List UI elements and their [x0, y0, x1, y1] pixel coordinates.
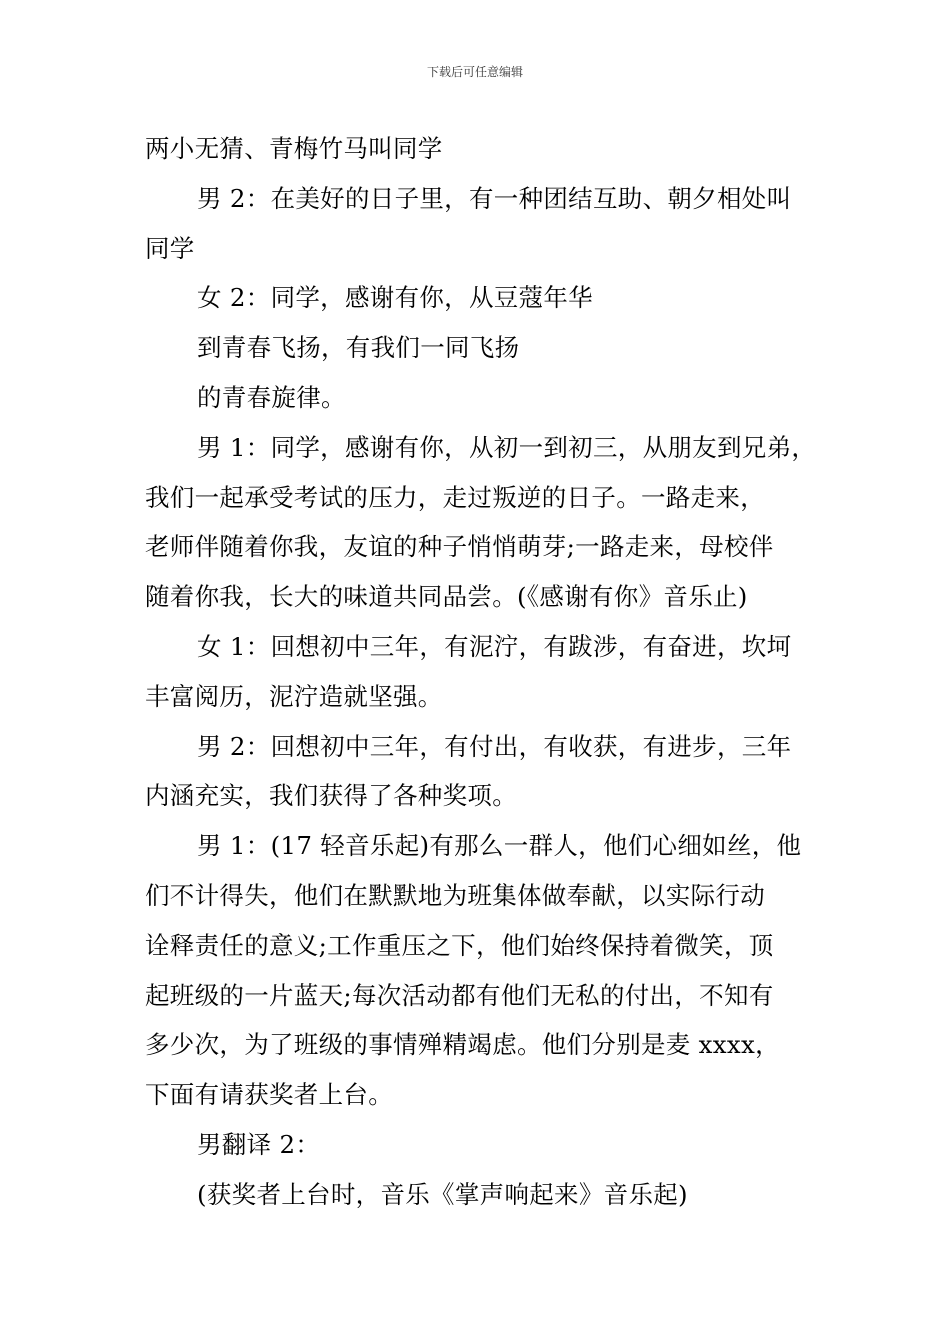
document-body [145, 124, 820, 1220]
text-line: 多少次，为了班级的事情殚精竭虑。他们分别是麦 xxxx， [145, 1030, 780, 1060]
text-line: 的青春旋律。 [197, 382, 346, 412]
text-line: 我们一起承受考试的压力，走过叛逆的日子。一路走来， [145, 482, 765, 512]
text-line: 们不计得失，他们在默默地为班集体做奉献，以实际行动 [145, 880, 765, 910]
text-line: 男翻译 2： [197, 1129, 321, 1159]
text-line: 内涵充实，我们获得了各种奖项。 [145, 781, 517, 811]
text-line: 老师伴随着你我，友谊的种子悄悄萌芽;一路走来，母校伴 [145, 532, 774, 562]
text-line: 诠释责任的意义;工作重压之下，他们始终保持着微笑，顶 [145, 930, 774, 960]
text-line: 下面有请获奖者上台。 [145, 1080, 393, 1110]
text-line: 同学 [145, 233, 195, 263]
page-header: 下载后可任意编辑 [426, 65, 523, 79]
text-line: 男 2：在美好的日子里，有一种团结互助、朝夕相处叫 [197, 183, 792, 213]
text-line: 女 1：回想初中三年，有泥泞，有跋涉，有奋进，坎坷 [197, 631, 792, 661]
text-line: 到青春飞扬，有我们一同飞扬 [197, 333, 520, 363]
text-line: 男 2：回想初中三年，有付出，有收获，有进步，三年 [197, 731, 792, 761]
text-line: 女 2：同学，感谢有你，从豆蔻年华 [197, 283, 593, 313]
text-line: 男 1：同学，感谢有你，从初一到初三，从朋友到兄弟， [197, 432, 817, 462]
text-line: 起班级的一片蓝天;每次活动都有他们无私的付出，不知有 [145, 980, 774, 1010]
text-line: 两小无猜、青梅竹马叫同学 [145, 134, 443, 163]
text-line: 丰富阅历，泥泞造就坚强。 [145, 681, 443, 711]
text-line: (获奖者上台时，音乐《掌声响起来》音乐起) [197, 1179, 688, 1209]
text-line: 随着你我，长大的味道共同品尝。(《感谢有你》音乐止) [145, 582, 748, 612]
text-line: 男 1：(17 轻音乐起)有那么一群人，他们心细如丝，他 [197, 831, 802, 861]
